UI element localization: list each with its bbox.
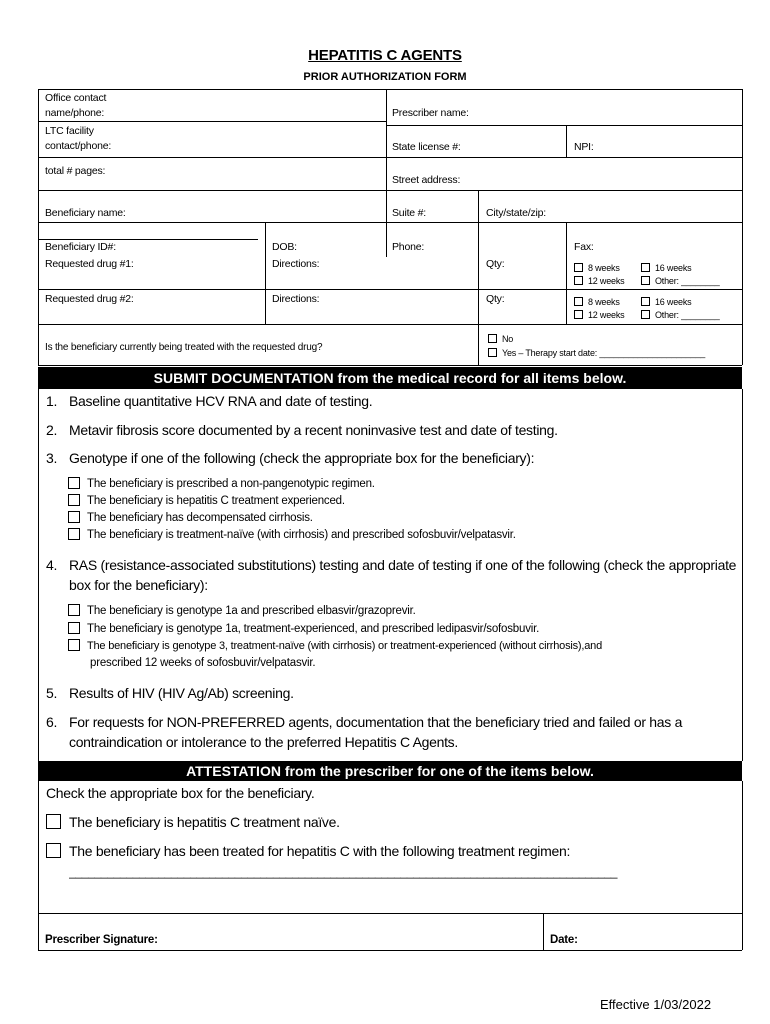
attestation-instruction: Check the appropriate box for the beneficiary. [46,785,315,801]
checkbox-icon[interactable] [574,310,583,319]
weeks-8-option-1[interactable]: 8 weeks [574,262,620,275]
npi-label: NPI: [574,141,594,153]
beneficiary-id-label: Beneficiary ID#: [45,241,116,253]
checkbox-icon[interactable] [68,639,80,651]
ras-option-2[interactable]: The beneficiary is genotype 1a, treatment-experienced, and prescribed ledipasvir/sofosbuvir. [68,621,539,638]
weeks-16-option-2[interactable]: 16 weeks [641,296,691,309]
checkbox-icon[interactable] [488,334,497,343]
item-5: 5. Results of HIV (HIV Ag/Ab) screening. [46,685,294,701]
item-2: 2. Metavir fibrosis score documented by a recent noninvasive test and date of testing. [46,422,558,438]
prescriber-name-label: Prescriber name: [392,107,469,119]
prescriber-signature-label: Prescriber Signature: [45,934,158,946]
ras-option-3-continued: prescribed 12 weeks of sofosbuvir/velpatasvir. [90,657,316,669]
item-1: 1. Baseline quantitative HCV RNA and date of testing. [46,393,373,409]
state-license-label: State license #: [392,141,461,153]
date-label: Date: [550,934,578,946]
office-contact-label: Office contact [45,92,107,104]
fax-label: Fax: [574,241,594,253]
ras-option-3[interactable]: The beneficiary is genotype 3, treatment-naïve (with cirrhosis) or treatment-experienced (without cirrhosis),and [68,638,602,655]
checkbox-icon[interactable] [68,604,80,616]
weeks-16-option-1[interactable]: 16 weeks [641,262,691,275]
other-option-2[interactable]: Other: ________ [641,309,720,322]
suite-label: Suite #: [392,207,427,219]
checkbox-icon[interactable] [68,622,80,634]
ras-option-1[interactable]: The beneficiary is genotype 1a and prescribed elbasvir/grazoprevir. [68,603,416,620]
form-title: HEPATITIS C AGENTS [308,47,462,64]
submit-documentation-heading: SUBMIT DOCUMENTATION from the medical record for all items below. [38,367,742,389]
city-state-zip-label: City/state/zip: [486,207,547,219]
effective-date: Effective 1/03/2022 [600,997,712,1012]
genotype-option-2[interactable]: The beneficiary is hepatitis C treatment experienced. [68,493,345,510]
checkbox-icon[interactable] [46,843,61,858]
item-4: 4. RAS (resistance-associated substitutions) testing and date of testing if one of the following (check the appropriate box for the beneficiary): [46,557,737,593]
no-option[interactable]: No [488,333,513,346]
ltc-facility-label-2: contact/phone: [45,140,112,152]
checkbox-icon[interactable] [68,494,80,506]
genotype-option-3[interactable]: The beneficiary has decompensated cirrhosis. [68,510,313,527]
directions-2-label: Directions: [272,293,320,305]
beneficiary-name-label: Beneficiary name: [45,207,126,219]
attestation-option-treated[interactable]: The beneficiary has been treated for hepatitis C with the following treatment regimen: [46,841,570,861]
attestation-heading: ATTESTATION from the prescriber for one of the items below. [38,761,742,781]
genotype-option-4[interactable]: The beneficiary is treatment-naïve (with cirrhosis) and prescribed sofosbuvir/velpatasvir. [68,527,516,544]
checkbox-icon[interactable] [574,263,583,272]
checkbox-icon[interactable] [68,528,80,540]
checkbox-icon[interactable] [574,276,583,285]
dob-label: DOB: [272,241,297,253]
weeks-12-option-2[interactable]: 12 weeks [574,309,624,322]
attestation-option-naive[interactable]: The beneficiary is hepatitis C treatment naïve. [46,812,340,832]
checkbox-icon[interactable] [574,297,583,306]
weeks-12-option-1[interactable]: 12 weeks [574,275,624,288]
total-pages-label: total # pages: [45,165,106,177]
treatment-regimen-line[interactable]: ______________________________________________________________________________________ [69,865,618,879]
directions-1-label: Directions: [272,258,320,270]
phone-label: Phone: [392,241,425,253]
genotype-option-1[interactable]: The beneficiary is prescribed a non-pangenotypic regimen. [68,476,375,493]
ltc-facility-label: LTC facility [45,125,94,137]
other-option-1[interactable]: Other: ________ [641,275,720,288]
checkbox-icon[interactable] [46,814,61,829]
checkbox-icon[interactable] [488,348,497,357]
yes-option[interactable]: Yes – Therapy start date: ______________________ [488,347,705,360]
checkbox-icon[interactable] [641,263,650,272]
qty-1-label: Qty: [486,258,505,270]
form-subtitle: PRIOR AUTHORIZATION FORM [303,71,467,83]
qty-2-label: Qty: [486,293,505,305]
checkbox-icon[interactable] [641,276,650,285]
weeks-8-option-2[interactable]: 8 weeks [574,296,620,309]
checkbox-icon[interactable] [68,511,80,523]
requested-drug-1-label: Requested drug #1: [45,258,134,270]
checkbox-icon[interactable] [641,297,650,306]
item-6: 6. For requests for NON-PREFERRED agents, documentation that the beneficiary tried and failed or has a contraindication or intolerance to the preferred Hepatitis C Agents. [46,714,683,750]
checkbox-icon[interactable] [641,310,650,319]
checkbox-icon[interactable] [68,477,80,489]
office-contact-label-2: name/phone: [45,107,105,119]
requested-drug-2-label: Requested drug #2: [45,293,134,305]
street-address-label: Street address: [392,174,461,186]
item-3: 3. Genotype if one of the following (check the appropriate box for the beneficiary): [46,450,535,466]
currently-treated-question: Is the beneficiary currently being treated with the requested drug? [45,342,323,353]
